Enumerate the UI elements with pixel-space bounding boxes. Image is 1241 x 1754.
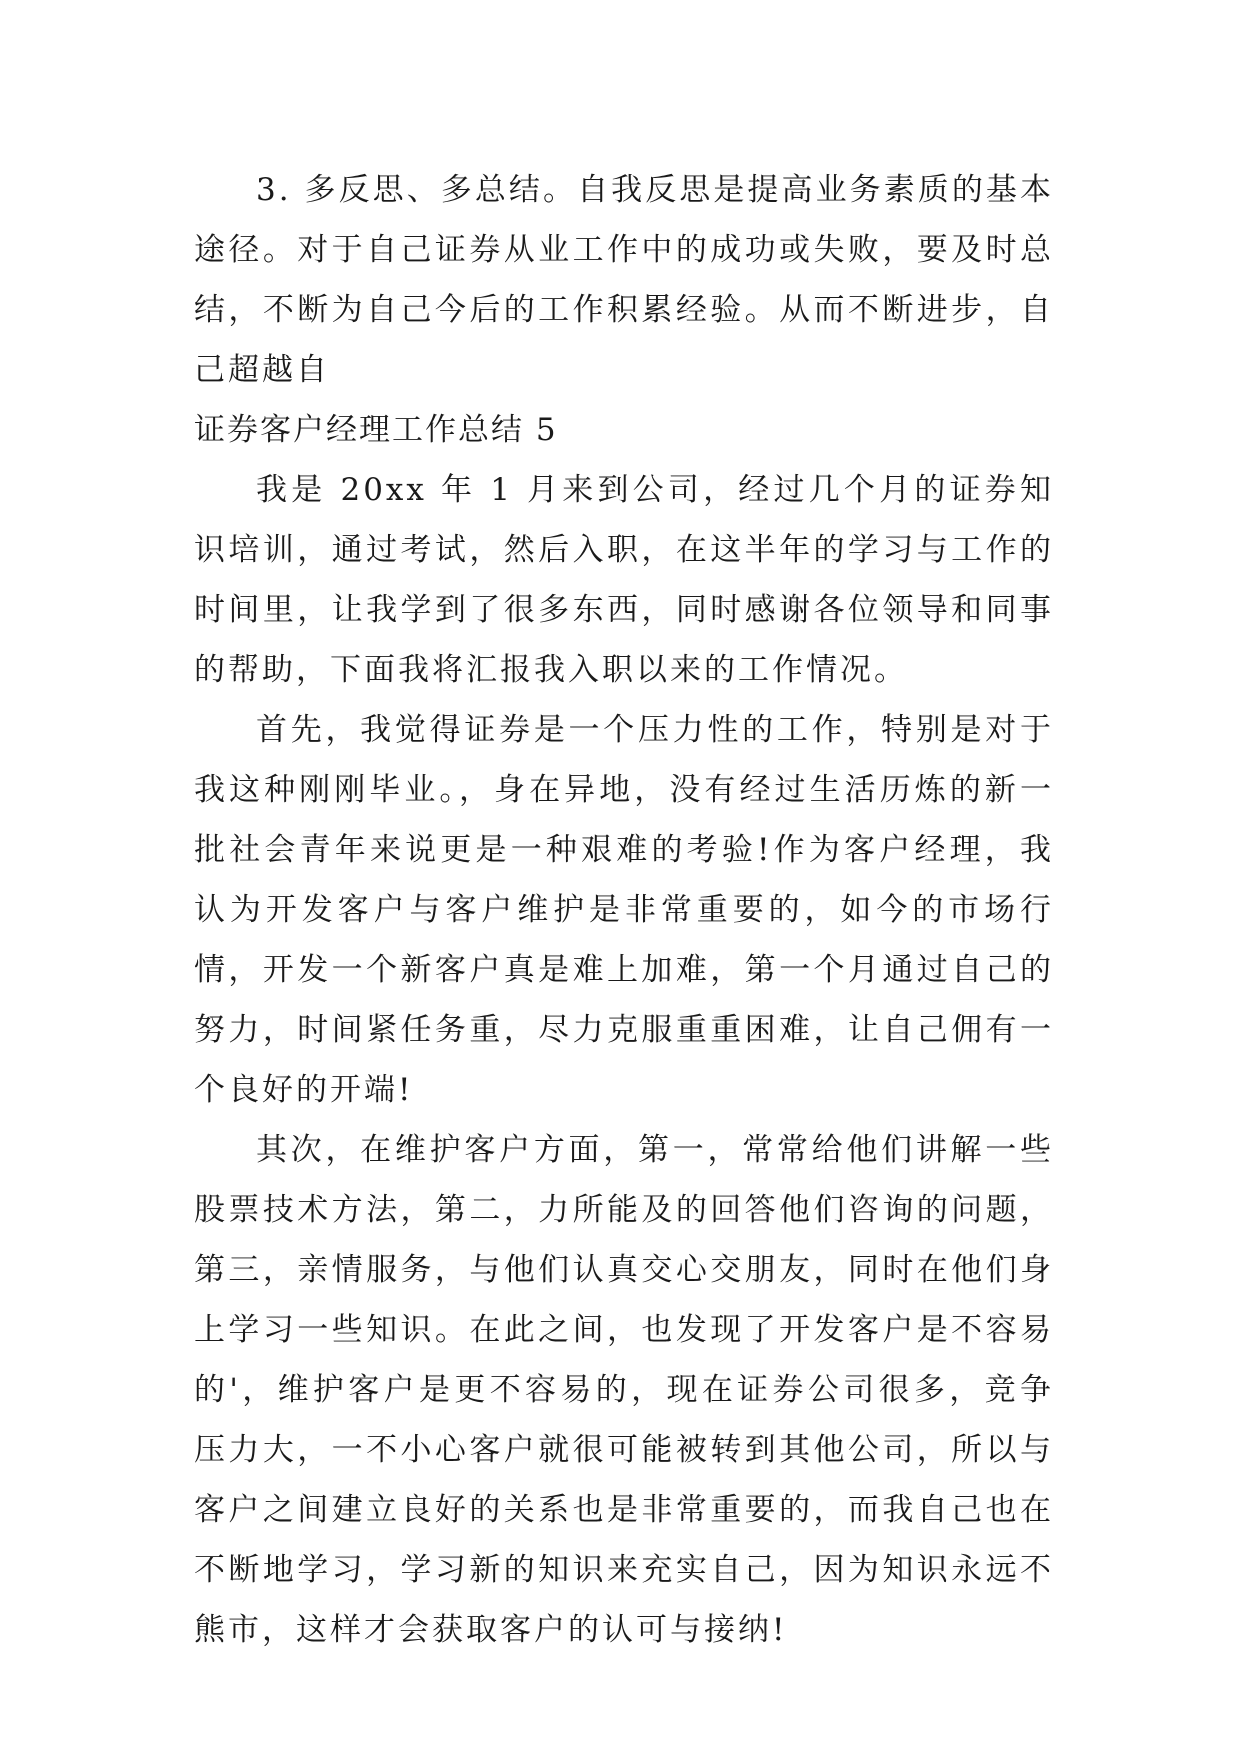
paragraph-second: 其次，在维护客户方面，第一，常常给他们讲解一些股票技术方法，第二，力所能及的回答他们咨询的问题，第三，亲情服务，与他们认真交心交朋友，同时在他们身上学习一些知识。在此之间，也发现了开发客户是不容易的'，维护客户是更不容易的，现在证券公司很多，竞争压力大，一不小心客户就很可能被转到其他公司，所以与客户之间建立良好的关系也是非常重要的，而我自己也在不断地学习，学习新的知识来充实自己，因为知识永远不熊市，这样才会获取客户的认可与接纳! — [194, 1132, 1054, 1648]
document-body — [194, 160, 1054, 1660]
paragraph-first: 首先，我觉得证券是一个压力性的工作，特别是对于我这种刚刚毕业。，身在异地，没有经过生活历炼的新一批社会青年来说更是一种艰难的考验!作为客户经理，我认为开发客户与客户维护是非常重要的，如今的市场行情，开发一个新客户真是难上加难，第一个月通过自己的努力，时间紧任务重，尽力克服重重困难，让自己佣有一个良好的开端! — [194, 712, 1054, 1108]
paragraph-reflection: 3. 多反思、多总结。自我反思是提高业务素质的基本途径。对于自己证券从业工作中的成功或失败，要及时总结，不断为自己今后的工作积累经验。从而不断进步，自己超越自 — [194, 172, 1054, 388]
paragraph-intro: 我是 20xx 年 1 月来到公司，经过几个月的证券知识培训，通过考试，然后入职，在这半年的学习与工作的时间里，让我学到了很多东西，同时感谢各位领导和同事的帮助，下面我将汇报我入职以来的工作情况。 — [194, 472, 1054, 688]
section-heading: 证券客户经理工作总结 5 — [194, 412, 558, 448]
